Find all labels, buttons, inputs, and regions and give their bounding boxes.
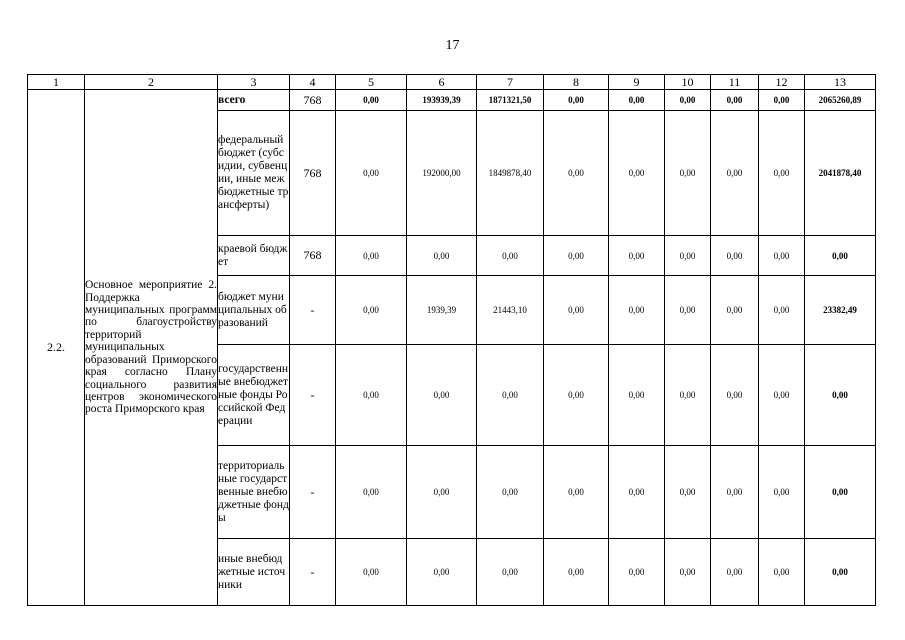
total-cell: 0,00 xyxy=(805,236,876,276)
header-row xyxy=(28,75,876,90)
value-cell: 1939,39 xyxy=(407,276,477,345)
column-header: 6 xyxy=(407,75,477,90)
value-cell: 0,00 xyxy=(544,236,609,276)
value-cell: 0,00 xyxy=(336,539,407,606)
column-header: 13 xyxy=(805,75,876,90)
value-cell: 0,00 xyxy=(711,236,759,276)
total-cell: 2065260,89 xyxy=(805,90,876,111)
value-cell: 0,00 xyxy=(407,236,477,276)
code-cell: - xyxy=(290,539,336,606)
value-cell: 0,00 xyxy=(544,111,609,236)
value-cell: 0,00 xyxy=(477,345,544,446)
value-cell: 0,00 xyxy=(711,539,759,606)
total-cell: 2041878,40 xyxy=(805,111,876,236)
total-cell: 0,00 xyxy=(805,345,876,446)
value-cell: 0,00 xyxy=(609,345,665,446)
total-cell: 0,00 xyxy=(805,539,876,606)
value-cell: 0,00 xyxy=(609,446,665,539)
value-cell: 0,00 xyxy=(711,90,759,111)
column-header: 3 xyxy=(218,75,290,90)
value-cell: 0,00 xyxy=(609,111,665,236)
value-cell: 0,00 xyxy=(336,90,407,111)
budget-table xyxy=(27,74,876,606)
value-cell: 0,00 xyxy=(759,345,805,446)
value-cell: 0,00 xyxy=(544,539,609,606)
row-number: 2.2. xyxy=(28,90,85,606)
value-cell: 0,00 xyxy=(477,539,544,606)
value-cell: 0,00 xyxy=(665,345,711,446)
value-cell: 1849878,40 xyxy=(477,111,544,236)
column-header: 8 xyxy=(544,75,609,90)
value-cell: 0,00 xyxy=(759,446,805,539)
value-cell: 0,00 xyxy=(336,446,407,539)
value-cell: 193939,39 xyxy=(407,90,477,111)
value-cell: 0,00 xyxy=(609,90,665,111)
column-header: 12 xyxy=(759,75,805,90)
code-cell: 768 xyxy=(290,236,336,276)
code-cell: - xyxy=(290,276,336,345)
funding-source: территориальные государственные внебюджетные фонды xyxy=(218,446,290,539)
code-cell: - xyxy=(290,446,336,539)
value-cell: 192000,00 xyxy=(407,111,477,236)
funding-source: краевой бюджет xyxy=(218,236,290,276)
value-cell: 0,00 xyxy=(665,276,711,345)
column-header: 11 xyxy=(711,75,759,90)
value-cell: 0,00 xyxy=(665,111,711,236)
value-cell: 0,00 xyxy=(759,90,805,111)
value-cell: 0,00 xyxy=(544,90,609,111)
table-row xyxy=(28,90,876,111)
code-cell: - xyxy=(290,345,336,446)
value-cell: 0,00 xyxy=(711,345,759,446)
value-cell: 0,00 xyxy=(336,111,407,236)
value-cell: 0,00 xyxy=(711,446,759,539)
value-cell: 1871321,50 xyxy=(477,90,544,111)
value-cell: 0,00 xyxy=(759,539,805,606)
value-cell: 0,00 xyxy=(665,446,711,539)
value-cell: 0,00 xyxy=(665,90,711,111)
value-cell: 21443,10 xyxy=(477,276,544,345)
value-cell: 0,00 xyxy=(665,236,711,276)
column-header: 1 xyxy=(28,75,85,90)
funding-source: бюджет муниципальных образований xyxy=(218,276,290,345)
funding-source: государственные внебюджетные фонды Российской Федерации xyxy=(218,345,290,446)
value-cell: 0,00 xyxy=(336,236,407,276)
value-cell: 0,00 xyxy=(544,276,609,345)
value-cell: 0,00 xyxy=(711,276,759,345)
value-cell: 0,00 xyxy=(407,539,477,606)
column-header: 2 xyxy=(85,75,218,90)
value-cell: 0,00 xyxy=(711,111,759,236)
column-header: 7 xyxy=(477,75,544,90)
value-cell: 0,00 xyxy=(759,236,805,276)
total-cell: 23382,49 xyxy=(805,276,876,345)
value-cell: 0,00 xyxy=(477,446,544,539)
code-cell: 768 xyxy=(290,111,336,236)
value-cell: 0,00 xyxy=(407,446,477,539)
column-header: 9 xyxy=(609,75,665,90)
activity-description: Основное мероприятие 2. Поддержка муниципальных программ по благоустройству территорий муниципальных образований Приморского края согласно Плану социального развития центров экономического роста Приморского края xyxy=(85,90,218,606)
value-cell: 0,00 xyxy=(544,345,609,446)
column-header: 4 xyxy=(290,75,336,90)
code-cell: 768 xyxy=(290,90,336,111)
page-number: 17 xyxy=(445,38,460,53)
funding-source: федеральный бюджет (субсидии, субвенции, иные межбюджетные трансферты) xyxy=(218,111,290,236)
funding-source: иные внебюджетные источники xyxy=(218,539,290,606)
value-cell: 0,00 xyxy=(407,345,477,446)
value-cell: 0,00 xyxy=(544,446,609,539)
value-cell: 0,00 xyxy=(336,345,407,446)
column-header: 5 xyxy=(336,75,407,90)
value-cell: 0,00 xyxy=(609,539,665,606)
funding-source: всего xyxy=(218,90,290,111)
total-cell: 0,00 xyxy=(805,446,876,539)
column-header: 10 xyxy=(665,75,711,90)
value-cell: 0,00 xyxy=(759,276,805,345)
value-cell: 0,00 xyxy=(477,236,544,276)
value-cell: 0,00 xyxy=(759,111,805,236)
value-cell: 0,00 xyxy=(609,276,665,345)
value-cell: 0,00 xyxy=(609,236,665,276)
value-cell: 0,00 xyxy=(336,276,407,345)
value-cell: 0,00 xyxy=(665,539,711,606)
